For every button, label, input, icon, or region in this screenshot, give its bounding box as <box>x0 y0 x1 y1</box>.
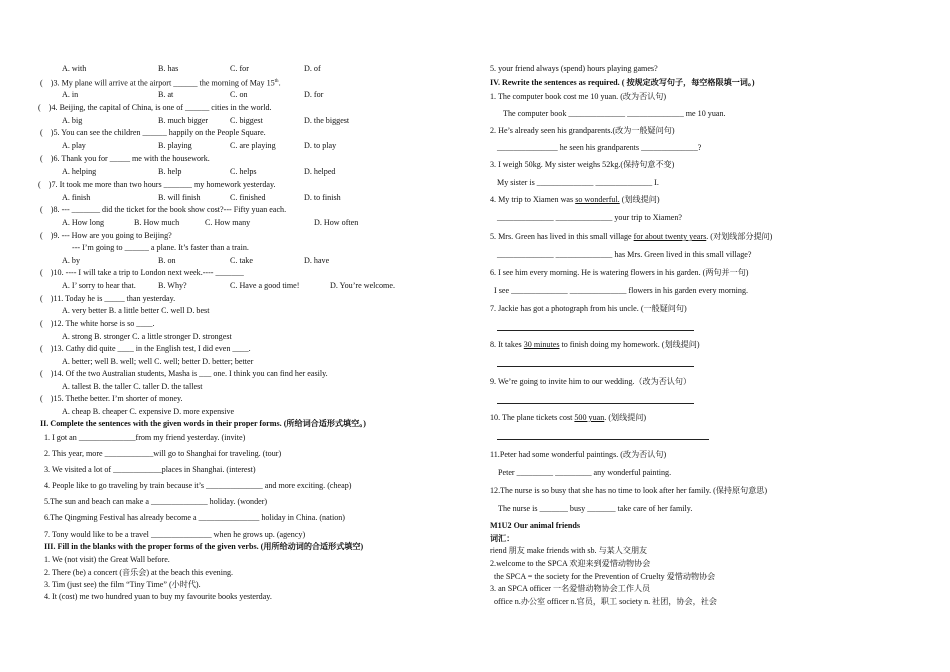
vocabulary-item: riend 朋友 make friends with sb. 与某人交朋友 <box>490 546 648 555</box>
unit-heading: M1U2 Our animal friends <box>490 521 581 530</box>
vocabulary-item: 3. an SPCA officer 一名爱惜动物协会工作人员 <box>490 584 651 593</box>
exercise-3-item: 5. your friend always (spend) hours playing games? <box>490 64 658 73</box>
rewrite-answer: My sister is ______________ ______________ I. <box>497 178 659 187</box>
question-14: ( )14. Of the two Australian students, Masha is ___ one. I think you can find her easily. <box>40 369 328 378</box>
options-line: A. strong B. stronger C. a little stronger D. strongest <box>62 332 232 341</box>
question-9-dialogue: --- I’m going to ______ a plane. It’s faster than a train. <box>72 243 249 252</box>
question-10: ( )10. ---- I will take a trip to London next week.---- _______ <box>40 268 244 277</box>
exercise-3-item: 3. Tim (just see) the film “Tiny Time” (小时代). <box>44 580 201 589</box>
section-2-heading: II. Complete the sentences with the given words in their proper forms. (所给词合适形式填空。) <box>40 419 366 428</box>
question-7: ( )7. It took me more than two hours _______ my homework yesterday. <box>38 180 276 189</box>
question-9: ( )9. --- How are you going to Beijing? <box>40 231 172 240</box>
exercise-3-item: 4. It (cost) me two hundred yuan to buy my favourite books yesterday. <box>44 592 272 601</box>
rewrite-item: 12.The nurse is so busy that she has no time to look after her family. (保持原句意思) <box>490 486 768 495</box>
options-line: A. tallest B. the taller C. taller D. the tallest <box>62 382 203 391</box>
worksheet-page: A. with B. has C. for D. of ( )3. My plane will arrive at the airport ______ the morning of May 15th. A. in B. at C. on D. for ( )4. Beijing, the capital of China, is one of ______ cities in the world. A. big B. much bigger C. biggest D. the biggest ( )5. You can see the children ______ happily on the People Square. A. play B. playing C. are playing D. to play ( )6. Thank you for _____ me with the housework. A. helping B. help C. helps D. helped ( )7. It took me more than two hours _______ my homework yesterday. A. finish B. will finish C. finished D. to finish ( )8. --- _______ did the ticket for the book show cost?--- Fifty yuan each. A. How long B. How much C. How many D. How often ( )9. --- How are you going to Beijing? --- I’m going to ______ a plane. It’s faster than a train. A. by B. on C. take D. have ( )10. ---- I will take a trip to London next week.---- _______ A. I’ sorry to hear that. B. Why? C. Have a good time! D. You’re welcome. ( )11. Today he is _____ than yesterday. A. very better B. a little better C. well D. best ( )12. The white horse is so ____. A. strong B. stronger C. a little stronger D. strongest ( )13. Cathy did quite ____ in the English test, I did even ____. A. better; well B. well; well C. well; better D. better; better ( )14. Of the two Australian students, Masha is ___ one. I think you can find her easily. A. tallest B. the taller C. taller D. the tallest ( )15. Thethe better. I’m shorter of money. A. cheap B. cheaper C. expensive D. more expensive II. Complete the sentences with the given words in their proper forms. (所给词合适形式填空。) 1. I got an ______________from my friend yesterday. (invite) 2. This year, more ____________will go to Shanghai for traveling. (tour) 3. We visited a lot of ____________places in Shanghai. (interest) 4. People like to go traveling by train because it’s ______________ and more exciting. (cheap) 5.The sun and beach can make a ______________ holiday. (wonder) 6.The Qingming Festival has already become a _______________ holiday in China. (nation) 7. Tony would like to be a travel _______________ when he grows up. (agency) III. Fill in the blanks with the proper forms of the given verbs. (用所给动词的合适形式填空) 1. We (not visit) the Great Wall before. 2. There (be) a concert (音乐会) at the beach this evening. 3. Tim (just see) the film “Tiny Time” (小时代). 4. It (cost) me two hundred yuan to buy my favourite books yesterday. 5. your friend always (spend) hours playing games? IV. Rewrite the sentences as required. ( 按规定改写句子，每空格限填一词。) 1. The computer book cost me 10 yuan. (改为否认句) The computer book ______________ ______________ me 10 yuan. 2. He’s already seen his grandparents.(改为一般疑问句) _______________ he seen his grandparents ______________? 3. I weigh 50kg. My sister weighs 52kg.(保持句意不变) My sister is ______________ ______________ I. 4. My trip to Xiamen was so wonderful. (划线提问) ______________ ______________ your trip to Xiamen? 5. Mrs. Green has lived in this small village for about twenty years. (对划线部分提问) ______________ ______________ has Mrs. Green lived in this small village? 6. I see him every morning. He is watering flowers in his garden. (两句并一句) I see ______________ ______________ flowers in his garden every morning. 7. Jackie has got a photograph from his uncle. (一般疑问句) 8. It takes 30 minutes to finish doing my homework. (划线提问) 9. We’re going to invite him to our wedding.（改为否认句） 10. The plane tickets cost 500 yuan. (划线提问) 11.Peter had some wonderful paintings. (改为否认句) Peter _________ _________ any wonderful painting. 12.The nurse is so busy that she has no time to look after her family. (保持原句意思) The nurse is _______ busy _______ take care of her family. M1U2 Our animal friends 词汇： riend 朋友 make friends with sb. 与某人交朋友 2.welcome to the SPCA 欢迎来到爱惜动物协会 the SPCA = the society for the Prevention of Cruelty 爱惜动物协会 3. an SPCA officer 一名爱惜动物协会工作人员 office n.办公室 officer n.官员，职工 society n. 社团，协会，社会 <box>38 64 773 606</box>
rewrite-item: 10. The plane tickets cost 500 yuan. (划线提问) <box>490 413 647 422</box>
rewrite-item: 3. I weigh 50kg. My sister weighs 52kg.(保持句意不变) <box>490 160 675 169</box>
question-6: ( )6. Thank you for _____ me with the housework. <box>40 154 210 163</box>
rewrite-item: 7. Jackie has got a photograph from his uncle. (一般疑问句) <box>490 304 687 313</box>
rewrite-item: 11.Peter had some wonderful paintings. (改为否认句) <box>490 450 667 459</box>
exercise-2-item: 4. People like to go traveling by train because it’s ______________ and more exciting. (cheap) <box>44 481 352 490</box>
question-13: ( )13. Cathy did quite ____ in the English test, I did even ____. <box>40 344 251 353</box>
rewrite-answer: I see ______________ ______________ flowers in his garden every morning. <box>494 286 749 295</box>
exercise-2-item: 3. We visited a lot of ____________places in Shanghai. (interest) <box>44 465 256 474</box>
vocabulary-label: 词汇： <box>490 534 515 543</box>
rewrite-item: 5. Mrs. Green has lived in this small village for about twenty years. (对划线部分提问) <box>490 232 773 241</box>
exercise-2-item: 5.The sun and beach can make a ______________ holiday. (wonder) <box>44 497 268 506</box>
rewrite-answer: The nurse is _______ busy _______ take care of her family. <box>498 504 693 513</box>
exercise-3-item: 1. We (not visit) the Great Wall before. <box>44 555 170 564</box>
exercise-2-item: 2. This year, more ____________will go to Shanghai for traveling. (tour) <box>44 449 282 458</box>
answer-line <box>497 366 694 367</box>
rewrite-item: 9. We’re going to invite him to our wedding.（改为否认句） <box>490 377 692 386</box>
exercise-2-item: 6.The Qingming Festival has already become a _______________ holiday in China. (nation) <box>44 513 345 522</box>
exercise-3-item: 2. There (be) a concert (音乐会) at the beach this evening. <box>44 568 234 577</box>
vocabulary-item: 2.welcome to the SPCA 欢迎来到爱惜动物协会 <box>490 559 651 568</box>
section-4-heading: IV. Rewrite the sentences as required. ( 按规定改写句子，每空格限填一词。) <box>490 78 755 87</box>
rewrite-item: 4. My trip to Xiamen was so wonderful. (划线提问) <box>490 195 660 204</box>
rewrite-item: 6. I see him every morning. He is watering flowers in his garden. (两句并一句) <box>490 268 749 277</box>
vocabulary-item: the SPCA = the society for the Prevention of Cruelty 爱惜动物协会 <box>494 572 716 581</box>
rewrite-answer: Peter _________ _________ any wonderful painting. <box>498 468 672 477</box>
rewrite-item: 8. It takes 30 minutes to finish doing my homework. (划线提问) <box>490 340 700 349</box>
answer-line <box>497 403 694 404</box>
answer-line <box>497 330 694 331</box>
question-8: ( )8. --- _______ did the ticket for the book show cost?--- Fifty yuan each. <box>40 205 287 214</box>
question-11: ( )11. Today he is _____ than yesterday. <box>40 294 176 303</box>
question-15: ( )15. Thethe better. I’m shorter of money. <box>40 394 183 403</box>
options-line: A. very better B. a little better C. well D. best <box>62 306 210 315</box>
options-line: A. cheap B. cheaper C. expensive D. more expensive <box>62 407 235 416</box>
options-line: A. better; well B. well; well C. well; better D. better; better <box>62 357 254 366</box>
question-3: ( )3. My plane will arrive at the airport ______ the morning of May 15th. <box>40 78 281 88</box>
rewrite-answer: ______________ ______________ has Mrs. Green lived in this small village? <box>497 250 752 259</box>
vocabulary-item: office n.办公室 officer n.官员，职工 society n. 社团，协会，社会 <box>494 597 717 606</box>
rewrite-answer: _______________ he seen his grandparents ______________? <box>497 143 702 152</box>
rewrite-answer: ______________ ______________ your trip to Xiamen? <box>497 213 683 222</box>
question-5: ( )5. You can see the children ______ happily on the People Square. <box>40 128 266 137</box>
rewrite-answer: The computer book ______________ ______________ me 10 yuan. <box>503 109 726 118</box>
exercise-2-item: 7. Tony would like to be a travel _______________ when he grows up. (agency) <box>44 530 306 539</box>
question-12: ( )12. The white horse is so ____. <box>40 319 155 328</box>
answer-line <box>497 439 709 440</box>
rewrite-item: 1. The computer book cost me 10 yuan. (改为否认句) <box>490 92 667 101</box>
section-3-heading: III. Fill in the blanks with the proper forms of the given verbs. (用所给动词的合适形式填空) <box>44 542 364 551</box>
exercise-2-item: 1. I got an ______________from my friend yesterday. (invite) <box>44 433 246 442</box>
question-4: ( )4. Beijing, the capital of China, is one of ______ cities in the world. <box>38 103 272 112</box>
rewrite-item: 2. He’s already seen his grandparents.(改为一般疑问句) <box>490 126 675 135</box>
